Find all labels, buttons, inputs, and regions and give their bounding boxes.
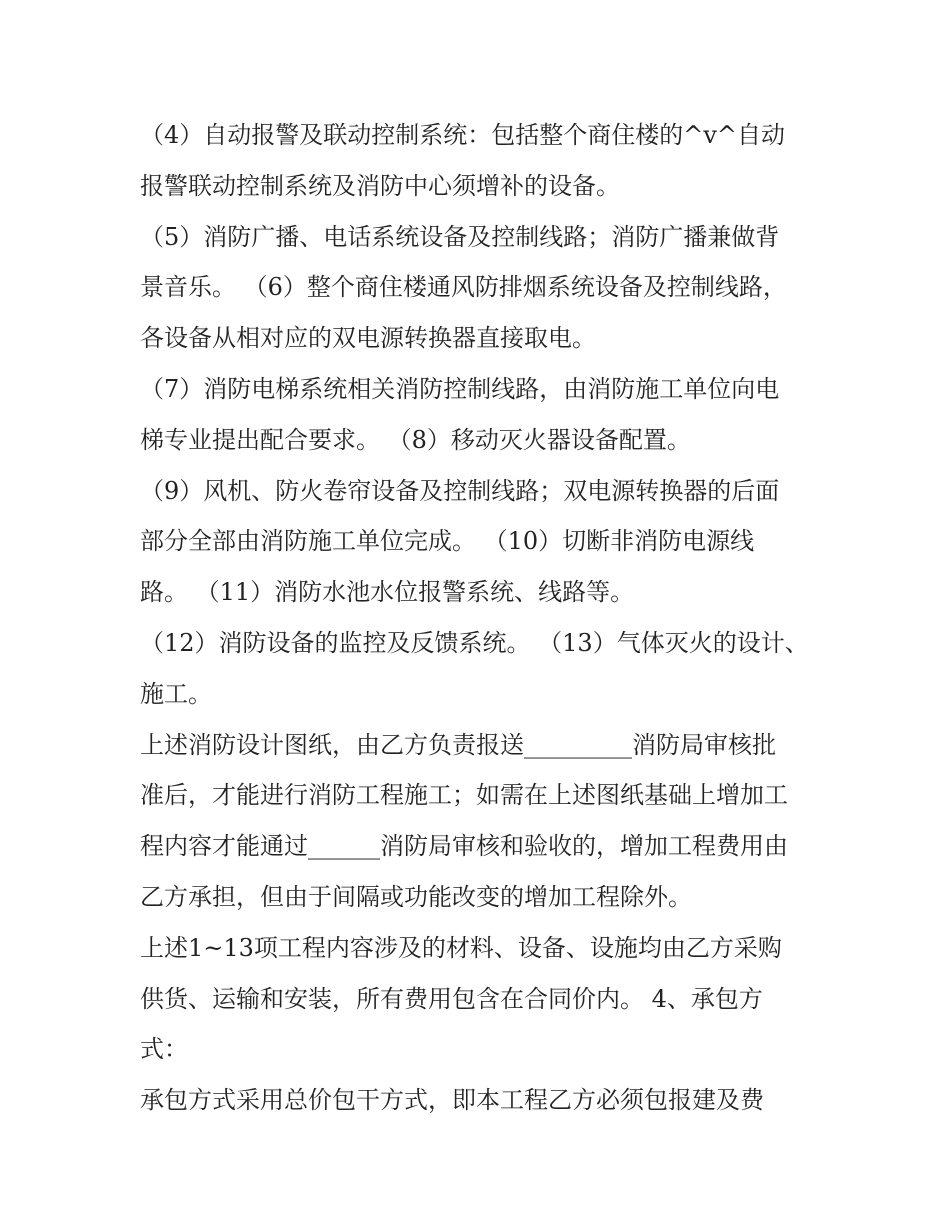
text-line: 报警联动控制系统及消防中心须增补的设备。 xyxy=(140,171,620,200)
text-line: （4）自动报警及联动控制系统：包括整个商住楼的^v^自动 xyxy=(140,121,786,149)
text-line: （7）消防电梯系统相关消防控制线路，由消防施工单位向电 xyxy=(140,374,780,403)
text-line: 部分全部由消防施工单位完成。 （10）切断非消防电源线 xyxy=(140,527,755,556)
text-line: 路。 （11）消防水池水位报警系统、线路等。 xyxy=(140,578,635,607)
text-line: （12）消防设备的监控及反馈系统。 （13）气体灭火的设计、 xyxy=(140,628,809,657)
text-line: 上述消防设计图纸，由乙方负责报送_________消防局审核批 xyxy=(140,730,776,759)
text-line: 各设备从相对应的双电源转换器直接取电。 xyxy=(140,324,596,353)
text-line: 供货、运输和安装，所有费用包含在合同价内。 4、承包方 xyxy=(140,984,763,1013)
text-line: 上述1~13项工程内容涉及的材料、设备、设施均由乙方采购 xyxy=(140,933,782,962)
text-line: （5）消防广播、电话系统设备及控制线路；消防广播兼做背 xyxy=(140,222,780,251)
text-line: 准后，才能进行消防工程施工；如需在上述图纸基础上增加工 xyxy=(140,781,788,810)
text-line: 程内容才能通过______消防局审核和验收的，增加工程费用由 xyxy=(140,832,788,861)
text-line: 乙方承担，但由于间隔或功能改变的增加工程除外。 xyxy=(140,882,692,911)
document-body xyxy=(140,110,820,1126)
text-line: （9）风机、防火卷帘设备及控制线路；双电源转换器的后面 xyxy=(140,476,780,505)
text-line: 承包方式采用总价包干方式，即本工程乙方必须包报建及费 xyxy=(140,1086,764,1115)
text-line: 景音乐。 （6）整个商住楼通风防排烟系统设备及控制线路， xyxy=(140,273,787,302)
text-line: 式： xyxy=(140,1035,188,1064)
text-line: 施工。 xyxy=(140,679,212,708)
text-line: 梯专业提出配合要求。 （8）移动灭火器设备配置。 xyxy=(140,425,691,454)
